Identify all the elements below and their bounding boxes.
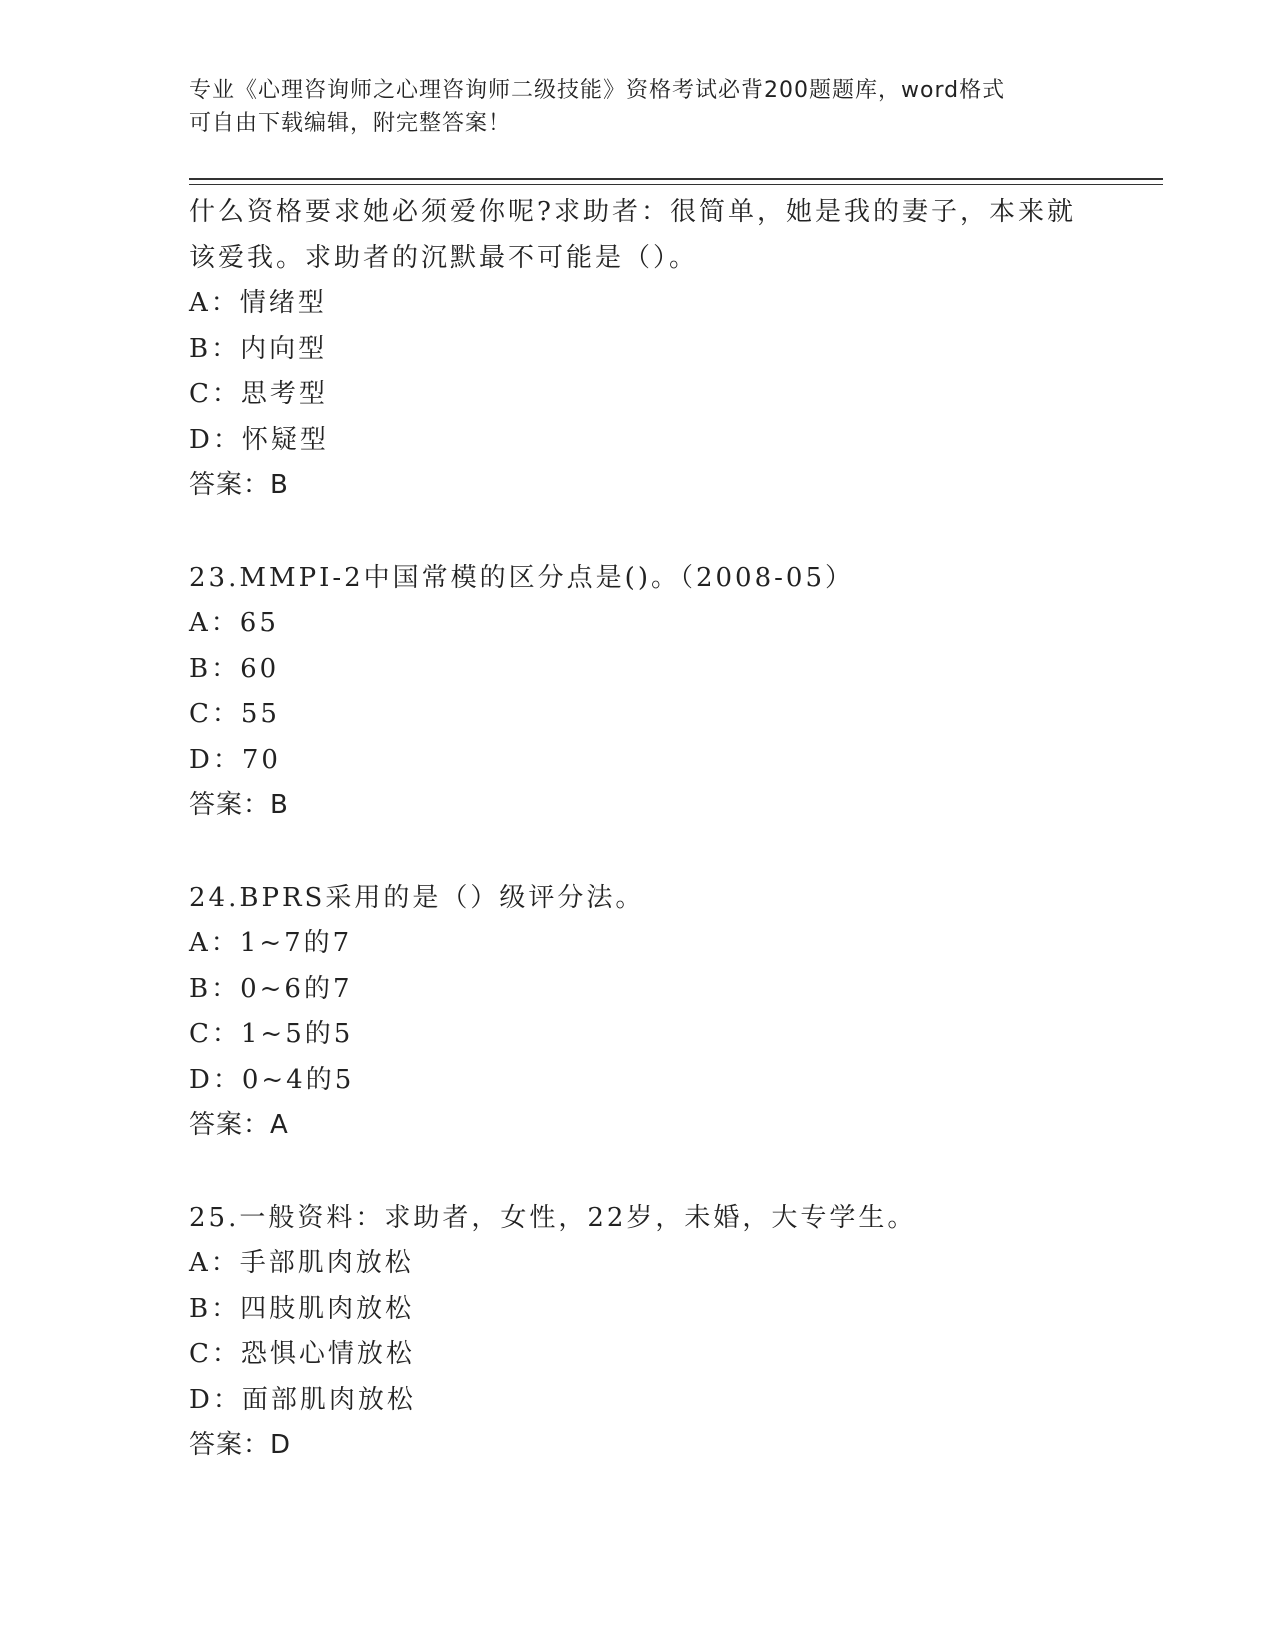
question-stem-line: 24.BPRS采用的是（）级评分法。: [189, 882, 645, 913]
header-line-2: 可自由下载编辑，附完整答案！: [189, 111, 512, 136]
option-d: D：怀疑型: [189, 424, 329, 455]
question-block: [189, 876, 1149, 1149]
option-a: A：情绪型: [189, 288, 327, 318]
option-b: B：内向型: [189, 333, 328, 364]
option-a: A：手部肌肉放松: [189, 1248, 414, 1278]
option-b: B：0~6的7: [189, 973, 353, 1004]
question-block: [189, 1196, 1149, 1469]
option-c: C：55: [189, 699, 280, 729]
question-block: [189, 556, 1149, 829]
question-stem-line: 什么资格要求她必须爱你呢?求助者：很简单，她是我的妻子，本来就: [189, 197, 1076, 227]
answer-line: 答案：B: [189, 790, 289, 820]
option-d: D：0~4的5: [189, 1064, 355, 1095]
header-rule-thick: [189, 178, 1163, 180]
option-d: D：70: [189, 744, 281, 775]
question-block: [189, 190, 1149, 509]
answer-line: 答案：A: [189, 1110, 289, 1140]
option-c: C：恐惧心情放松: [189, 1339, 415, 1369]
question-list: [189, 190, 1149, 1469]
option-b: B：60: [189, 653, 280, 684]
option-c: C：思考型: [189, 379, 328, 409]
question-stem-line: 23.MMPI-2中国常模的区分点是()。（2008-05）: [189, 562, 855, 593]
option-c: C：1~5的5: [189, 1019, 354, 1049]
document-header: [189, 74, 1089, 140]
option-b: B：四肢肌肉放松: [189, 1293, 415, 1324]
option-a: A：65: [189, 608, 279, 638]
header-rule-thin: [189, 184, 1163, 185]
question-stem-line: 25.一般资料：求助者，女性，22岁，未婚，大专学生。: [189, 1202, 917, 1233]
option-d: D：面部肌肉放松: [189, 1384, 416, 1415]
answer-line: 答案：D: [189, 1430, 292, 1460]
answer-line: 答案：B: [189, 470, 289, 500]
option-a: A：1~7的7: [189, 928, 353, 958]
question-stem-line: 该爱我。求助者的沉默最不可能是（）。: [189, 242, 699, 273]
header-line-1: 专业《心理咨询师之心理咨询师二级技能》资格考试必背200题题库，word格式: [189, 78, 1006, 103]
